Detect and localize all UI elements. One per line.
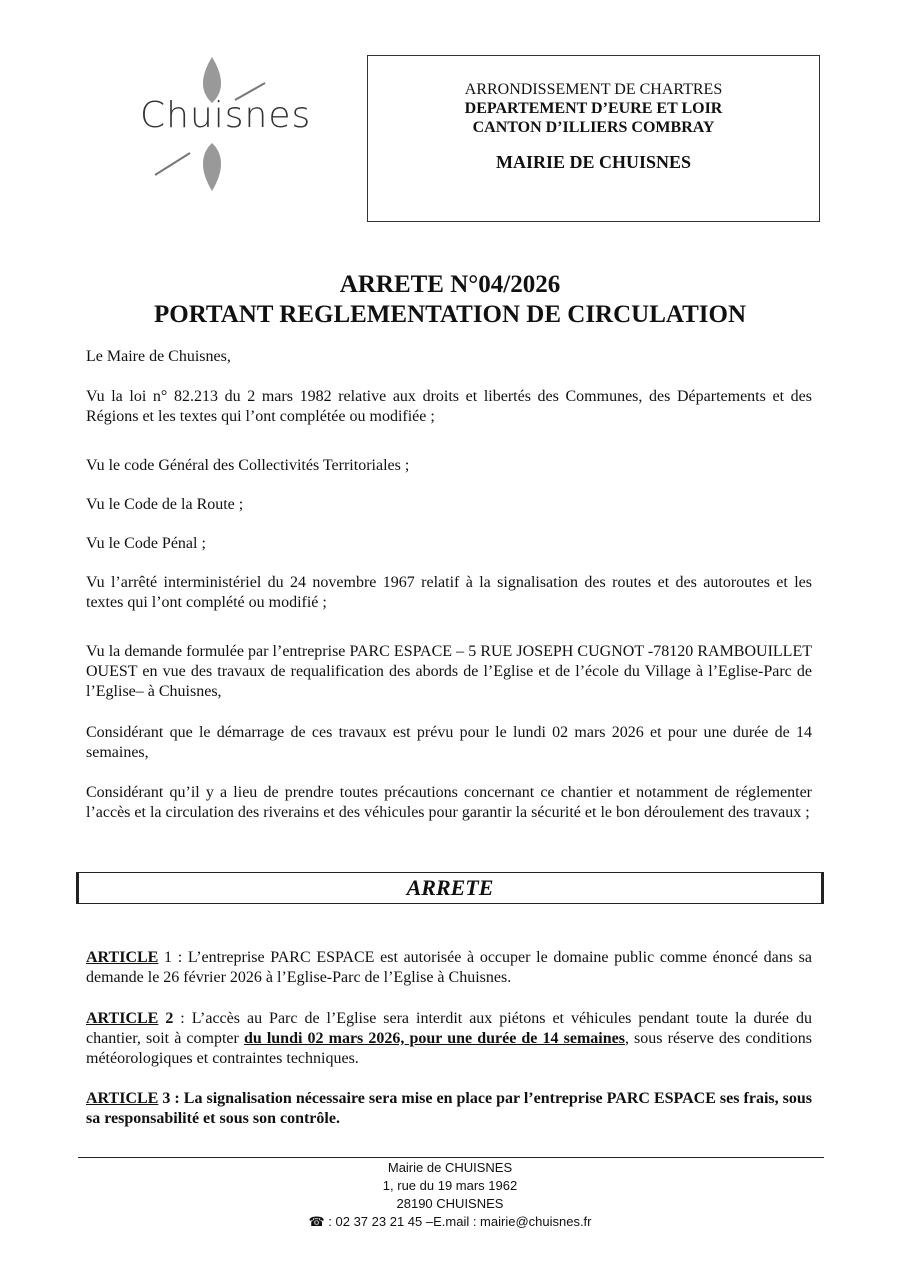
page-title: [0, 270, 900, 330]
paragraph: Considérant qu’il y a lieu de prendre toutes précautions concernant ce chantier et notamment de réglementer l’accès et la circulation des riverains et des véhicules pour garantir la sécurité et le bon déroulement des travaux ;: [86, 784, 812, 821]
article-text: , sous réserve des conditions météorologiques et contraintes techniques.: [86, 1030, 812, 1067]
footer-city: 28190 CHUISNES: [396, 1196, 504, 1211]
logo-text: Chuisnes: [140, 95, 312, 136]
article-3: [86, 1089, 812, 1129]
footer-street: 1, rue du 19 mars 1962: [382, 1178, 518, 1193]
article-label: ARTICLE: [86, 1010, 159, 1027]
paragraph: Vu le Code de la Route ;: [86, 496, 244, 513]
canton: CANTON D’ILLIERS COMBRAY: [472, 119, 715, 136]
paragraph: Vu la loi n° 82.213 du 2 mars 1982 relative aux droits et libertés des Communes, des Départements et des Régions et les textes qui l’ont complétée ou modifiée ;: [86, 388, 812, 425]
phone-icon: ☎: [308, 1214, 325, 1229]
article-number: 1: [158, 949, 173, 966]
arrete-heading: ARRETE: [76, 872, 824, 904]
paragraph: Le Maire de Chuisnes,: [86, 348, 231, 365]
title-line-2: PORTANT REGLEMENTATION DE CIRCULATION: [153, 301, 747, 328]
footer-divider: [78, 1157, 824, 1158]
paragraph: Vu l’arrêté interministériel du 24 novembre 1967 relatif à la signalisation des routes et des autoroutes et les textes qui l’ont complété ou modifié ;: [86, 574, 812, 611]
footer-contact: : 02 37 23 21 45 –E.mail : mairie@chuisnes.fr: [324, 1214, 592, 1229]
paragraph: Vu le code Général des Collectivités Territoriales ;: [86, 457, 410, 474]
administrative-header-box: [367, 55, 820, 222]
article-number: 2: [158, 1010, 174, 1027]
footer: [0, 1159, 900, 1231]
article-text: : La signalisation nécessaire sera mise en place par l’entreprise PARC ESPACE ses frais, sous sa responsabilité et sous son contrôle.: [86, 1090, 812, 1127]
title-line-1: ARRETE N°04/2026: [339, 271, 561, 298]
article-label: ARTICLE: [86, 949, 159, 966]
departement: DEPARTEMENT D’EURE ET LOIR: [464, 100, 723, 117]
arrondissement: ARRONDISSEMENT DE CHARTRES: [464, 81, 723, 98]
article-text: : L’accès au Parc de l’Eglise sera interdit aux piétons et véhicules pendant toute la durée du chantier, soit à compter: [86, 1010, 813, 1047]
paragraph: Vu le Code Pénal ;: [86, 535, 206, 552]
paragraph: Considérant que le démarrage de ces travaux est prévu pour le lundi 02 mars 2026 et pour une durée de 14 semaines,: [86, 724, 812, 761]
article-text: : L’entreprise PARC ESPACE est autorisée à occuper le domaine public comme énoncé dans sa demande le 26 février 2026 à l’Eglise-Parc de l’Eglise à Chuisnes.: [86, 949, 813, 986]
article-1: [86, 948, 812, 988]
article-2: [86, 1009, 812, 1069]
footer-name: Mairie de CHUISNES: [387, 1160, 513, 1175]
article-number: 3: [158, 1090, 171, 1107]
article-highlight: du lundi 02 mars 2026, pour une durée de 14 semaines: [243, 1030, 625, 1047]
article-label: ARTICLE: [86, 1090, 159, 1107]
chuisnes-logo: [135, 55, 312, 195]
mairie-name: MAIRIE DE CHUISNES: [495, 152, 692, 172]
paragraph: Vu la demande formulée par l’entreprise PARC ESPACE – 5 RUE JOSEPH CUGNOT -78120 RAMBOUILLET OUEST en vue des travaux de requalification des abords de l’Eglise et de l’école du Village à l’Eglise-Parc de l’Eglise– à Chuisnes,: [86, 643, 812, 700]
